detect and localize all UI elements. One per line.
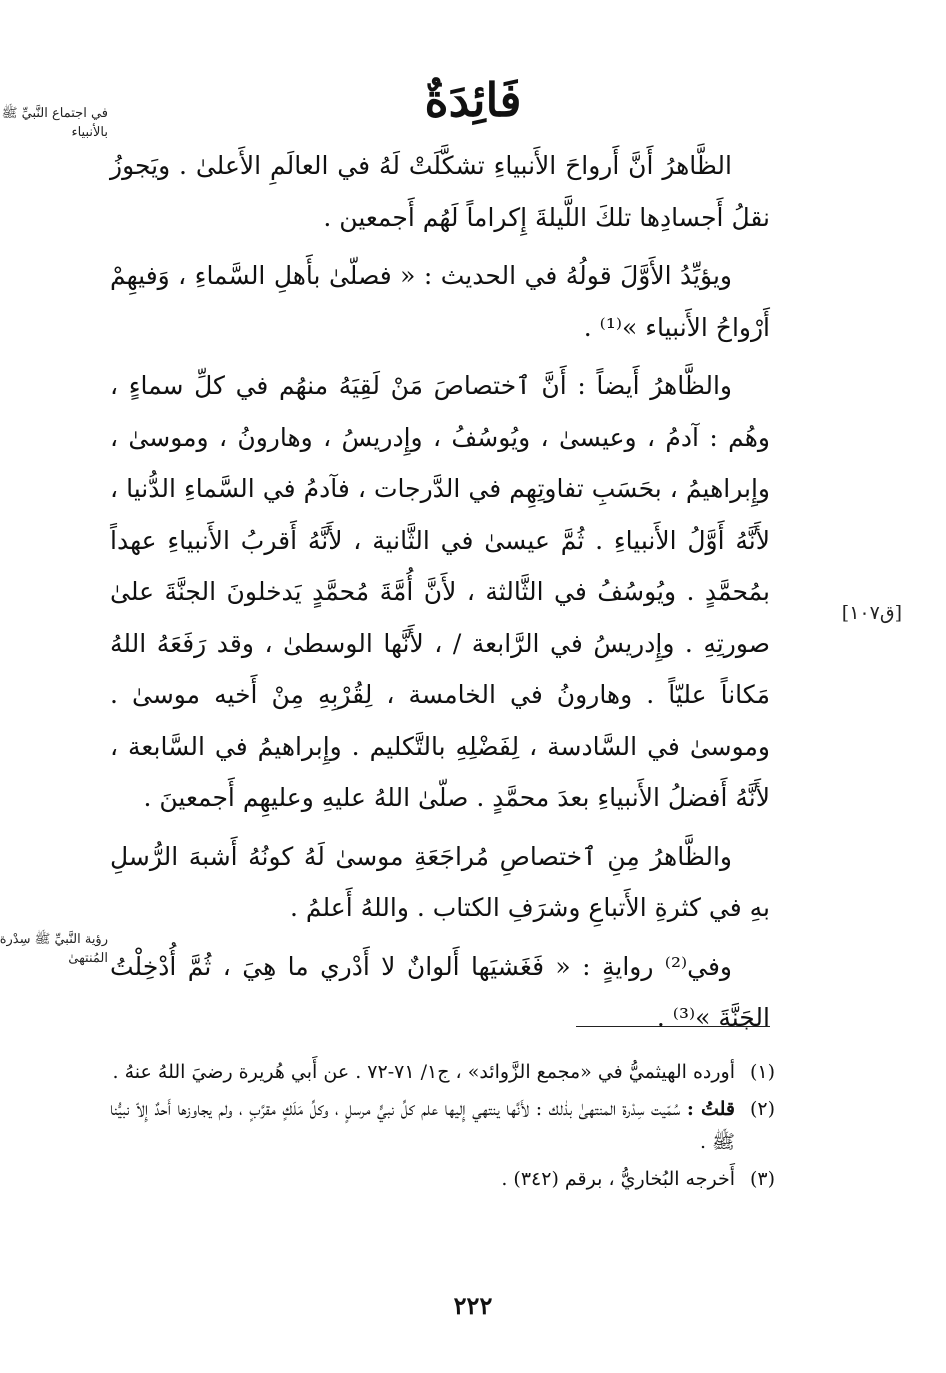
margin-note-sidrat-al-muntaha: رؤية النَّبيِّ ﷺ سِدْرة المُنتهىٰ xyxy=(0,932,108,966)
manuscript-folio-marker: [ق١٠٧] xyxy=(841,602,902,624)
footnote-body: سُمّيت سِدْرة المنتهىٰ بذٰلك : لأَنَّها ينتهي إِليها علم كلِّ نبيٍّ مرسلٍ ، وكلِّ مَلَكٍ مقرَّبٍ ، ولم يجاوزها أَحدٌ إِلاّ نبيُّنا ﷺ . xyxy=(110,1098,735,1153)
footnote-separator xyxy=(576,1026,770,1027)
paragraph-2: ويؤيِّدُ الأَوَّلَ قولُهُ في الحديث : « فصلّىٰ بأَهلِ السَّماءِ ، وَفيهِمْ أَرْواحُ الأَنبياء »⁽¹⁾ . xyxy=(110,261,770,342)
paragraph-3: والظَّاهرُ أَيضاً : أَنَّ ٱختصاصَ مَنْ لَقِيَهُ منهُم في كلِّ سماءٍ ، وهُم : آدمُ ، وعيسىٰ ، ويُوسُفُ ، وإِدريسُ ، وهارونُ ، وموسىٰ ، وإِبراهيمُ ، بحَسَبِ تفاوتِهِم في الدَّرجات ، فآدمُ في السَّماءِ الدُّنيا ، لأَنَّهُ أَوَّلُ الأَنبياءِ . ثُمَّ عيسىٰ في الثَّانية ، لأَنَّهُ أَقربُ الأَنبياءِ عهداً بمُحمَّدٍ . ويُوسُفُ في الثَّالثة ، لأَنَّ أُمَّةَ مُحمَّدٍ يَدخلونَ الجنَّةَ علىٰ صورتِهِ . وإِدريسُ في الرَّابعة / ، لأَنَّها الوسطىٰ ، وقد رَفَعَهُ اللهُ مَكاناً عليّاً . وهارونُ في الخامسة ، لِقُرْبِهِ مِنْ أَخيه موسىٰ . وموسىٰ في السَّادسة ، لِفَضْلِهِ بالتَّكليم . وإِبراهيمُ في السَّابعة ، لأَنَّهُ أَفضلُ الأَنبياءِ بعدَ محمَّدٍ . صلّىٰ اللهُ عليهِ وعليهِم أَجمعينَ . xyxy=(110,371,770,812)
footnote-body: أورده الهيثميُّ في «مجمع الزَّوائد» ، ج١/ ٧١-٧٢ . عن أَبي هُريرة رضيَ اللهُ عنهُ . xyxy=(112,1061,735,1083)
footnote-body: أَخرجه البُخاريُّ ، برقم (٣٤٢) . xyxy=(501,1168,735,1190)
paragraph-4: والظَّاهرُ مِنِ ٱختصاصِ مُراجَعَةِ موسىٰ لَهُ كونُهُ أَشبهَ الرُّسلِ بهِ في كثرةِ الأَتباعِ وشرَفِ الكتاب . واللهُ أَعلمُ . xyxy=(110,841,770,922)
footnote-text xyxy=(110,1163,735,1196)
footnote-number: (٣) xyxy=(749,1168,775,1190)
footnote-number: (١) xyxy=(749,1061,775,1083)
footnote-3 xyxy=(110,1163,775,1196)
footnote-text xyxy=(110,1093,735,1159)
paragraph-5: وفي⁽²⁾ روايةٍ : « فَغَشيَها أَلوانٌ لا أَدْري ما هِيَ ، ثُمَّ أُدْخِلْتُ الجَنَّةَ »⁽³⁾ . xyxy=(110,951,770,1032)
footnotes xyxy=(110,1056,775,1200)
paragraph-1: الظَّاهرُ أَنَّ أَرواحَ الأَنبياءِ تشكَّلَتْ لَهُ في العالَمِ الأَعلىٰ . ويَجوزُ نقلُ أَجسادِها تلكَ اللَّيلةَ إِكراماً لَهُم أَجمعين . xyxy=(110,151,770,232)
margin-note-prophets-meeting: في اجتماع النَّبيِّ ﷺ بالأنبياء xyxy=(1,106,108,140)
footnote-number: (٢) xyxy=(749,1098,775,1120)
footnote-text xyxy=(110,1056,735,1089)
footnote-1 xyxy=(110,1056,775,1089)
footnote-2 xyxy=(110,1093,775,1159)
main-text xyxy=(110,140,770,1051)
page-heading: فَائِدَةٌ xyxy=(424,73,522,127)
footnote-lead: قلتُ : xyxy=(686,1098,735,1120)
page-number: ٢٢٢ xyxy=(453,1291,493,1320)
